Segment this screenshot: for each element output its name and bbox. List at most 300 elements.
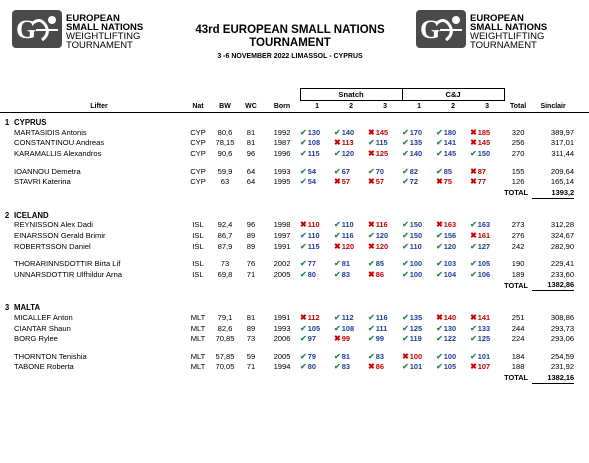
- lifter-nat: ISL: [192, 259, 204, 269]
- check-icon: ✔: [402, 177, 409, 187]
- check-icon: ✔: [402, 323, 409, 333]
- lifter-row: [0, 220, 589, 231]
- trail-cell: [574, 230, 589, 241]
- lifter-weight-class: 81: [246, 138, 256, 148]
- trail-cell: [574, 351, 589, 362]
- cross-icon: ✖: [436, 312, 443, 322]
- group-spacer: [0, 344, 589, 351]
- check-icon: ✔: [300, 241, 307, 251]
- cj-attempt: [470, 230, 504, 241]
- team-header-row: [0, 298, 589, 312]
- logo-line-2: SMALL NATIONS: [66, 22, 144, 33]
- lifter-row: [0, 127, 589, 138]
- cj-attempt: [436, 148, 470, 159]
- lifter-sinclair: 389,97: [550, 127, 575, 137]
- check-icon: ✔: [436, 148, 443, 158]
- cj-attempt: [470, 312, 504, 323]
- team-total-label: TOTAL: [504, 188, 529, 198]
- lifter-total: 155: [511, 166, 525, 176]
- lifter-born: 1991: [273, 241, 291, 251]
- attempt-weight: 163: [477, 220, 491, 230]
- cj-attempt: [402, 166, 436, 177]
- lifter-born: 2006: [273, 334, 291, 344]
- svg-text:G: G: [420, 15, 441, 44]
- check-icon: ✔: [470, 334, 477, 344]
- attempt-weight: 86: [375, 269, 384, 279]
- lifter-sinclair: 312,28: [550, 220, 575, 230]
- lifter-sinclair: 209,64: [550, 166, 575, 176]
- cj-attempt: [470, 362, 504, 373]
- spacer-cell: [0, 344, 589, 351]
- cross-icon: ✖: [334, 334, 341, 344]
- indent-cell: [0, 176, 14, 187]
- good-lift: [436, 128, 456, 137]
- attempt-weight: 105: [477, 259, 491, 269]
- attempt-weight: 111: [375, 323, 388, 333]
- lifter-row: [0, 269, 589, 280]
- attempt-weight: 141: [443, 138, 457, 148]
- attempt-weight: 57: [375, 177, 384, 187]
- logo-line-4: TOURNAMENT: [470, 40, 537, 51]
- check-icon: ✔: [334, 230, 341, 240]
- snatch-attempt: [368, 220, 402, 231]
- snatch-header: Snatch: [300, 89, 402, 101]
- cj-attempt: [470, 323, 504, 334]
- attempt-weight: 100: [409, 259, 423, 269]
- snatch-attempt: [368, 333, 402, 344]
- lifter-nat: ISL: [192, 241, 204, 251]
- good-lift: [402, 138, 422, 147]
- cj-attempt: [402, 176, 436, 187]
- lifter-row: [0, 258, 589, 269]
- lifter-name: REYNISSON Alex Dadi: [14, 220, 93, 230]
- cross-icon: ✖: [334, 241, 341, 251]
- lifter-row: [0, 312, 589, 323]
- attempt-weight: 150: [477, 148, 491, 158]
- good-lift: [368, 231, 388, 240]
- cj-attempt: [470, 241, 504, 252]
- lifter-born: 1993: [273, 323, 291, 333]
- no-lift: [436, 177, 452, 186]
- indent-cell: [0, 362, 14, 373]
- check-icon: ✔: [300, 177, 307, 187]
- attempt-weight: 135: [409, 138, 423, 148]
- cross-icon: ✖: [470, 166, 477, 176]
- spacer-cell: [0, 159, 589, 166]
- good-lift: [470, 270, 490, 279]
- good-lift: [334, 149, 354, 158]
- snatch-attempt: [334, 148, 368, 159]
- cj-attempt: [470, 127, 504, 138]
- good-lift: [402, 128, 422, 137]
- attempt-weight: 141: [477, 312, 491, 322]
- lifter-weight-class: 89: [246, 230, 256, 240]
- cj-attempt: [402, 148, 436, 159]
- attempt-weight: 120: [375, 230, 389, 240]
- check-icon: ✔: [436, 166, 443, 176]
- lifter-nat: MLT: [190, 312, 206, 322]
- lifter-born: 1987: [273, 138, 291, 148]
- snatch-attempt: [368, 148, 402, 159]
- check-icon: ✔: [470, 220, 477, 230]
- lifter-sinclair: 308,86: [550, 312, 575, 322]
- lifter-born: 1998: [273, 220, 291, 230]
- spacer-cell: [0, 291, 589, 299]
- attempt-weight: 54: [307, 166, 316, 176]
- team-total-label: TOTAL: [504, 280, 529, 290]
- attempt-weight: 86: [375, 362, 384, 372]
- attempt-weight: 83: [341, 362, 350, 372]
- attempt-weight: 77: [477, 177, 486, 187]
- check-icon: ✔: [300, 166, 307, 176]
- check-icon: ✔: [300, 148, 307, 158]
- lifter-sinclair: 311,44: [551, 148, 575, 158]
- attempt-weight: 97: [307, 334, 316, 344]
- attempt-weight: 145: [375, 127, 389, 137]
- no-lift: [368, 149, 388, 158]
- lifter-total: 251: [511, 312, 525, 322]
- cross-icon: ✖: [470, 230, 477, 240]
- indent-cell: [0, 138, 14, 149]
- check-icon: ✔: [334, 269, 341, 279]
- lifter-sinclair: 324,67: [550, 230, 575, 240]
- lifter-total: 273: [511, 220, 525, 230]
- check-icon: ✔: [402, 166, 409, 176]
- no-lift: [368, 242, 388, 251]
- snatch-attempt: [300, 312, 334, 323]
- attempt-weight: 120: [341, 148, 355, 158]
- check-icon: ✔: [470, 241, 477, 251]
- check-icon: ✔: [300, 138, 307, 148]
- snatch-attempt: [300, 127, 334, 138]
- lifter-name: THORNTON Tenishia: [14, 351, 87, 361]
- cj-attempt: [402, 220, 436, 231]
- attempt-weight: 122: [443, 334, 457, 344]
- good-lift: [436, 259, 456, 268]
- cross-icon: ✖: [470, 138, 477, 148]
- attempt-weight: 185: [477, 127, 491, 137]
- attempt-weight: 110: [341, 220, 354, 230]
- lifter-bodyweight: 90,6: [217, 148, 233, 158]
- attempt-weight: 116: [375, 220, 388, 230]
- attempt-weight: 116: [341, 230, 354, 240]
- good-lift: [470, 324, 490, 333]
- check-icon: ✔: [300, 362, 307, 372]
- good-lift: [436, 324, 456, 333]
- lifter-name: EINARSSON Gerald Brimir: [14, 230, 106, 240]
- cross-icon: ✖: [368, 362, 375, 372]
- lifter-name: UNNARSDOTTIR Ulfhildur Arna: [14, 269, 123, 279]
- check-icon: ✔: [402, 362, 409, 372]
- lifter-total: 188: [511, 362, 525, 372]
- cj-attempt: [470, 258, 504, 269]
- check-icon: ✔: [436, 127, 443, 137]
- attempt-weight: 80: [307, 269, 316, 279]
- snatch-attempt: [334, 312, 368, 323]
- cross-icon: ✖: [368, 127, 375, 137]
- attempt-weight: 120: [443, 241, 457, 251]
- trail-cell: [574, 362, 589, 373]
- team-spacer: [0, 198, 589, 206]
- cj-attempt: [402, 333, 436, 344]
- attempt-weight: 99: [375, 334, 384, 344]
- col-lifter: Lifter: [14, 101, 184, 113]
- lifter-bodyweight: 87,9: [217, 241, 233, 251]
- cj-attempt: [436, 166, 470, 177]
- cross-icon: ✖: [470, 127, 477, 137]
- check-icon: ✔: [402, 138, 409, 148]
- team-name: ICELAND: [14, 210, 49, 220]
- cj-attempt: [436, 138, 470, 149]
- cj-attempt: [436, 127, 470, 138]
- lifter-name: IOANNOU Demetra: [14, 166, 81, 176]
- cj-attempt: [470, 176, 504, 187]
- good-lift: [436, 242, 456, 251]
- attempt-weight: 99: [341, 334, 350, 344]
- attempt-weight: 106: [477, 269, 491, 279]
- attempt-weight: 110: [409, 241, 422, 251]
- lifter-bodyweight: 63: [220, 177, 230, 187]
- lifter-sinclair: 229,41: [550, 259, 575, 269]
- lifter-born: 2005: [273, 269, 291, 279]
- attempt-weight: 82: [409, 166, 418, 176]
- team-spacer: [0, 291, 589, 299]
- lifter-total: 184: [511, 351, 525, 361]
- indent-cell: [0, 148, 14, 159]
- lifter-bodyweight: 59,9: [217, 166, 233, 176]
- lifter-born: 2005: [273, 351, 291, 361]
- check-icon: ✔: [470, 269, 477, 279]
- lifter-bodyweight: 57,85: [215, 351, 235, 361]
- lifter-sinclair: 282,90: [550, 241, 575, 251]
- lifter-nat: ISL: [192, 220, 204, 230]
- logo-line-1: EUROPEAN: [66, 13, 120, 24]
- spacer-cell: [0, 198, 589, 206]
- check-icon: ✔: [368, 259, 375, 269]
- attempt-weight: 112: [307, 312, 320, 322]
- attempt-weight: 100: [443, 351, 457, 361]
- check-icon: ✔: [300, 230, 307, 240]
- attempt-weight: 83: [375, 351, 384, 361]
- attempt-weight: 70: [375, 166, 384, 176]
- team-total-value: 1382,86: [532, 280, 574, 291]
- trail-cell: [574, 127, 589, 138]
- good-lift: [368, 167, 384, 176]
- attempt-weight: 140: [341, 127, 355, 137]
- lifter-nat: CYP: [190, 166, 206, 176]
- attempt-weight: 100: [409, 269, 423, 279]
- check-icon: ✔: [368, 334, 375, 344]
- spacer-cell: [0, 372, 504, 383]
- good-lift: [368, 313, 388, 322]
- check-icon: ✔: [300, 127, 307, 137]
- attempt-weight: 112: [341, 312, 354, 322]
- snatch-attempt: [300, 323, 334, 334]
- attempt-weight: 105: [307, 323, 321, 333]
- check-icon: ✔: [402, 269, 409, 279]
- trail-cell: [574, 280, 589, 291]
- no-lift: [368, 270, 384, 279]
- lifter-weight-class: 76: [246, 259, 256, 269]
- attempt-weight: 120: [341, 241, 355, 251]
- good-lift: [300, 324, 320, 333]
- good-lift: [436, 138, 456, 147]
- good-lift: [436, 149, 456, 158]
- good-lift: [402, 149, 422, 158]
- lifter-bodyweight: 69,8: [217, 269, 233, 279]
- good-lift: [402, 242, 422, 251]
- cj-attempt: [402, 241, 436, 252]
- col-cj-3: 3: [470, 101, 504, 113]
- lifter-total: 270: [511, 148, 525, 158]
- spacer-cell: [0, 383, 589, 391]
- header-row-groups: [0, 89, 589, 101]
- cross-icon: ✖: [436, 220, 443, 230]
- attempt-weight: 150: [409, 220, 423, 230]
- trail-cell: [574, 258, 589, 269]
- attempt-weight: 100: [409, 351, 423, 361]
- cj-attempt: [402, 127, 436, 138]
- snatch-attempt: [300, 166, 334, 177]
- good-lift: [368, 138, 388, 147]
- good-lift: [300, 259, 316, 268]
- spacer-cell: [0, 280, 504, 291]
- good-lift: [402, 334, 422, 343]
- good-lift: [300, 177, 316, 186]
- check-icon: ✔: [436, 259, 443, 269]
- attempt-weight: 107: [477, 362, 491, 372]
- cj-attempt: [402, 230, 436, 241]
- good-lift: [300, 167, 316, 176]
- trail-cell: [574, 187, 589, 198]
- team-name: CYPRUS: [14, 118, 47, 127]
- good-lift: [470, 334, 490, 343]
- good-lift: [436, 352, 456, 361]
- col-nat: Nat: [184, 101, 212, 113]
- lifter-bodyweight: 70,05: [215, 362, 235, 372]
- indent-cell: [0, 220, 14, 231]
- lifter-sinclair: 317,01: [550, 138, 575, 148]
- no-lift: [470, 313, 490, 322]
- trail-cell: [574, 312, 589, 323]
- snatch-attempt: [334, 230, 368, 241]
- lifter-total: 126: [511, 177, 525, 187]
- indent-cell: [0, 333, 14, 344]
- lifter-nat: MLT: [190, 323, 206, 333]
- attempt-weight: 127: [477, 241, 491, 251]
- check-icon: ✔: [334, 220, 341, 230]
- check-icon: ✔: [470, 148, 477, 158]
- snatch-attempt: [334, 323, 368, 334]
- snatch-attempt: [368, 230, 402, 241]
- good-lift: [402, 231, 422, 240]
- check-icon: ✔: [436, 241, 443, 251]
- lifter-sinclair: 254,59: [550, 351, 575, 361]
- cj-attempt: [470, 166, 504, 177]
- lifter-name: CONSTANTINOU Andreas: [14, 138, 105, 148]
- snatch-attempt: [300, 241, 334, 252]
- no-lift: [402, 352, 422, 361]
- team-total-row: [0, 280, 589, 291]
- snatch-attempt: [368, 351, 402, 362]
- snatch-attempt: [300, 269, 334, 280]
- lifter-sinclair: 293,06: [550, 334, 575, 344]
- col-wc: WC: [238, 101, 264, 113]
- spacer-cell: [0, 187, 504, 198]
- team-total-row: [0, 372, 589, 383]
- team-total-value: 1393,2: [532, 187, 574, 198]
- good-lift: [334, 259, 350, 268]
- indent-cell: [0, 258, 14, 269]
- no-lift: [334, 177, 350, 186]
- lifter-bodyweight: 82,6: [217, 323, 233, 333]
- good-lift: [470, 242, 490, 251]
- lifter-row: [0, 230, 589, 241]
- good-lift: [436, 231, 456, 240]
- logo-line-3: WEIGHTLIFTING: [470, 31, 545, 42]
- check-icon: ✔: [402, 127, 409, 137]
- lifter-nat: ISL: [192, 269, 204, 279]
- lifter-nat: MLT: [190, 334, 206, 344]
- check-icon: ✔: [402, 259, 409, 269]
- good-lift: [368, 259, 384, 268]
- attempt-weight: 133: [477, 323, 491, 333]
- attempt-weight: 57: [341, 177, 350, 187]
- results-table: [0, 88, 589, 391]
- good-lift: [300, 138, 320, 147]
- cj-attempt: [470, 269, 504, 280]
- trail-cell: [574, 176, 589, 187]
- no-lift: [368, 177, 384, 186]
- check-icon: ✔: [368, 138, 375, 148]
- snatch-attempt: [300, 176, 334, 187]
- check-icon: ✔: [436, 351, 443, 361]
- snatch-attempt: [300, 138, 334, 149]
- svg-text:G: G: [16, 15, 37, 44]
- good-lift: [368, 324, 387, 333]
- lifter-nat: MLT: [190, 351, 206, 361]
- cj-attempt: [436, 258, 470, 269]
- attempt-weight: 110: [307, 230, 320, 240]
- lifter-name: MICALLEF Anton: [14, 312, 73, 322]
- good-lift: [436, 334, 456, 343]
- good-lift: [436, 362, 456, 371]
- attempt-weight: 105: [443, 362, 457, 372]
- lifter-nat: MLT: [190, 362, 206, 372]
- indent-cell: [0, 312, 14, 323]
- lifter-sinclair: 231,92: [550, 362, 575, 372]
- good-lift: [334, 231, 354, 240]
- logo-line-2: SMALL NATIONS: [470, 22, 548, 33]
- no-lift: [334, 334, 350, 343]
- snatch-attempt: [368, 241, 402, 252]
- snatch-attempt: [334, 241, 368, 252]
- no-lift: [300, 313, 320, 322]
- trail-cell: [574, 333, 589, 344]
- good-lift: [334, 128, 354, 137]
- attempt-weight: 115: [375, 138, 388, 148]
- good-lift: [368, 352, 384, 361]
- check-icon: ✔: [368, 323, 375, 333]
- check-icon: ✔: [470, 323, 477, 333]
- lifter-bodyweight: 73: [220, 259, 230, 269]
- lifter-weight-class: 71: [246, 269, 256, 279]
- attempt-weight: 145: [477, 138, 491, 148]
- attempt-weight: 140: [443, 312, 457, 322]
- lifter-born: 1995: [273, 177, 291, 187]
- attempt-weight: 110: [307, 220, 320, 230]
- attempt-weight: 119: [409, 334, 422, 344]
